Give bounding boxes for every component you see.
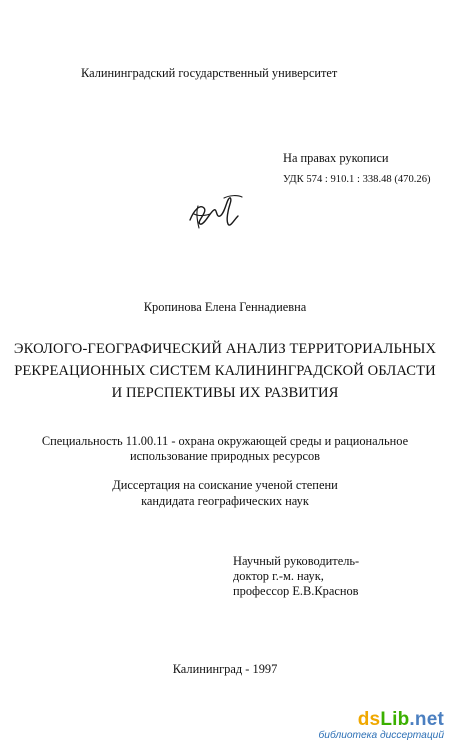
logo-lib: Lib bbox=[380, 709, 410, 730]
degree-line-2: кандидата географических наук bbox=[141, 494, 309, 508]
dslib-logo bbox=[319, 709, 444, 730]
logo-ds: ds bbox=[357, 709, 381, 730]
dissertation-title-line-2: РЕКРЕАЦИОННЫХ СИСТЕМ КАЛИНИНГРАДСКОЙ ОБЛАСТИ bbox=[14, 363, 436, 379]
university-name: Калининградский государственный университет bbox=[81, 66, 338, 80]
udc-code: УДК 574 : 910.1 : 338.48 (470.26) bbox=[283, 174, 431, 185]
supervisor-line-3: профессор Е.В.Краснов bbox=[233, 584, 359, 598]
place-and-year: Калининград - 1997 bbox=[172, 662, 278, 676]
specialty-line-2: использование природных ресурсов bbox=[129, 449, 320, 463]
manuscript-rights-note: На правах рукописи bbox=[283, 151, 389, 165]
dissertation-title-line-1: ЭКОЛОГО-ГЕОГРАФИЧЕСКИЙ АНАЛИЗ ТЕРРИТОРИАЛЬНЫХ bbox=[13, 341, 437, 357]
watermark-subtitle: библиотека диссертаций bbox=[318, 730, 444, 741]
specialty-line-1: Специальность 11.00.11 - охрана окружающей среды и рациональное bbox=[41, 434, 409, 448]
dissertation-title-line-3: И ПЕРСПЕКТИВЫ ИХ РАЗВИТИЯ bbox=[111, 385, 339, 401]
dslib-watermark bbox=[319, 709, 444, 742]
degree-line-1: Диссертация на соискание ученой степени bbox=[112, 478, 338, 492]
supervisor-line-1: Научный руководитель- bbox=[233, 554, 360, 568]
author-name: Кропинова Елена Геннадиевна bbox=[143, 300, 307, 314]
supervisor-line-2: доктор г.-м. наук, bbox=[233, 569, 324, 583]
logo-net: .net bbox=[409, 709, 444, 730]
signature-icon bbox=[184, 190, 246, 234]
